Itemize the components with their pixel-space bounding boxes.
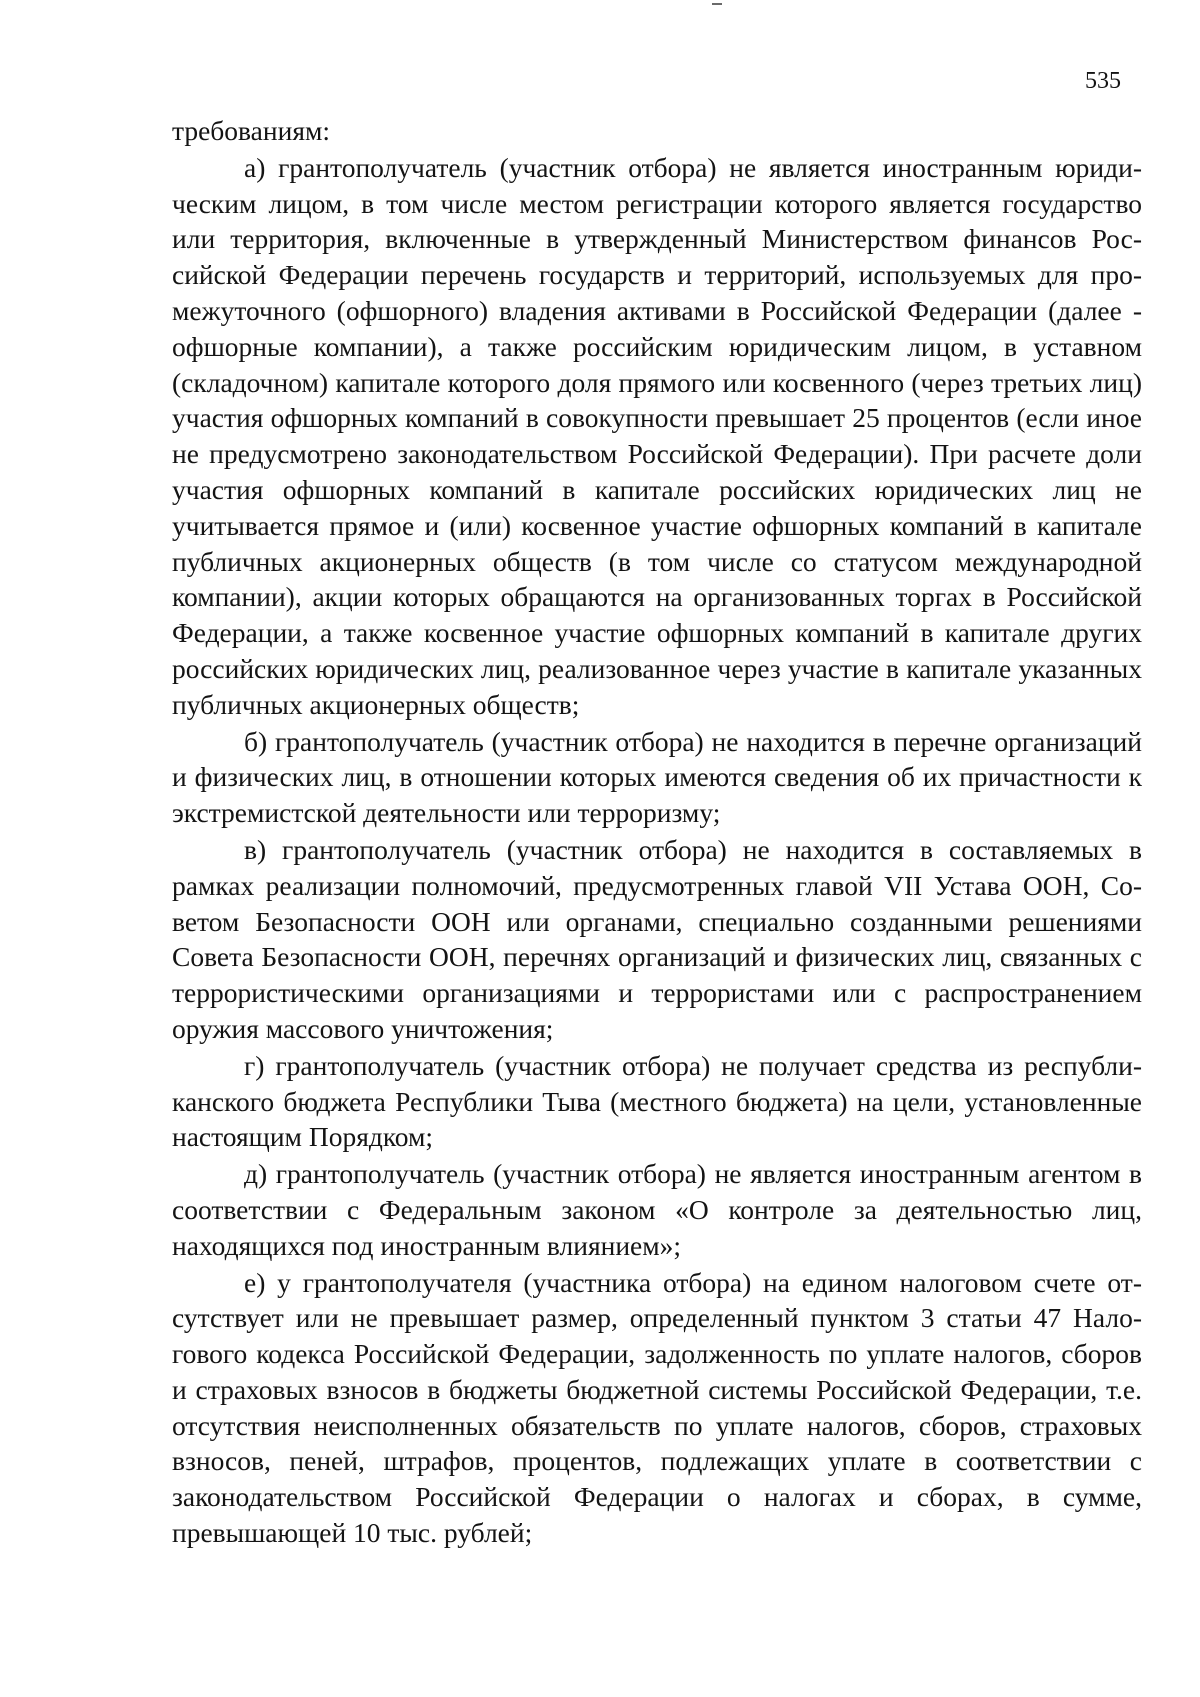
paragraph-item-e: е) у грантополучателя (участника отбора) на едином налоговом счете отсутствует или не превышает размер, определенный пунктом 3 статьи 47 Налогового кодекса Российской Федерации, задолженность по уплате налогов, сборов и страховых взносов в бюджеты бюджетной системы Российской Федерации, т.е. отсутствия неисполненных обязательств по уплате налогов, сборов, страховых взносов, пеней, штрафов, процентов, подлежащих уплате в соответствии с законодательством Российской Федерации о налогах и сборах, в сумме, превышающей 10 тыс. рублей; xyxy=(172,1266,1142,1549)
paragraph-item-g: г) грантополучатель (участник отбора) не получает средства из республиканского бюджета Республики Тыва (местного бюджета) на цели, установленные настоящим Порядком; xyxy=(172,1049,1142,1153)
scan-artifact-mark xyxy=(712,3,722,5)
paragraph-item-d: д) грантополучатель (участник отбора) не является иностранным агентом в соответствии с Федеральным законом «О контроле за деятельностью лиц, находящихся под иностранным влиянием»; xyxy=(172,1158,1142,1261)
page-number: 535 xyxy=(1085,68,1121,94)
document-body xyxy=(172,113,1142,1552)
paragraph-item-v: в) грантополучатель (участник отбора) не находится в составляемых в рамках реализации полномочий, предусмотренных главой VII Устава ООН, Советом Безопасности ООН или органами, специально созданными решениями Совета Безопасности ООН, перечнях организаций и физических лиц, связанных с террористическими организациями и террористами или с распространением оружия массового уничтожения; xyxy=(172,833,1142,1044)
paragraph-item-b: б) грантополучатель (участник отбора) не находится в перечне организаций и физических лиц, в отношении которых имеются сведения об их причастности к экстремистской деятельности или терроризму; xyxy=(172,725,1142,829)
paragraph-lead-in: требованиям: xyxy=(172,115,331,146)
paragraph-item-a: а) грантополучатель (участник отбора) не является иностранным юридическим лицом, в том числе местом регистрации которого является государство или территория, включенные в утвержденный Министерством финансов Российской Федерации перечень государств и территорий, используемых для промежуточного (офшорного) владения активами в Российской Федерации (далее - офшорные компании), а также российским юридическим лицом, в уставном (складочном) капитале которого доля прямого или косвенного (через третьих лиц) участия офшорных компаний в совокупности превышает 25 процентов (если иное не предусмотрено законодательством Российской Федерации). При расчете доли участия офшорных компаний в капитале российских юридических лиц не учитывается прямое и (или) косвенное участие офшорных компаний в капитале публичных акционерных обществ (в том числе со статусом международной компании), акции которых обращаются на организованных торгах в Российской Федерации, а также косвенное участие офшорных компаний в капитале других российских юридических лиц, реализованное через участие в капитале указанных публичных акционерных обществ; xyxy=(172,151,1142,720)
